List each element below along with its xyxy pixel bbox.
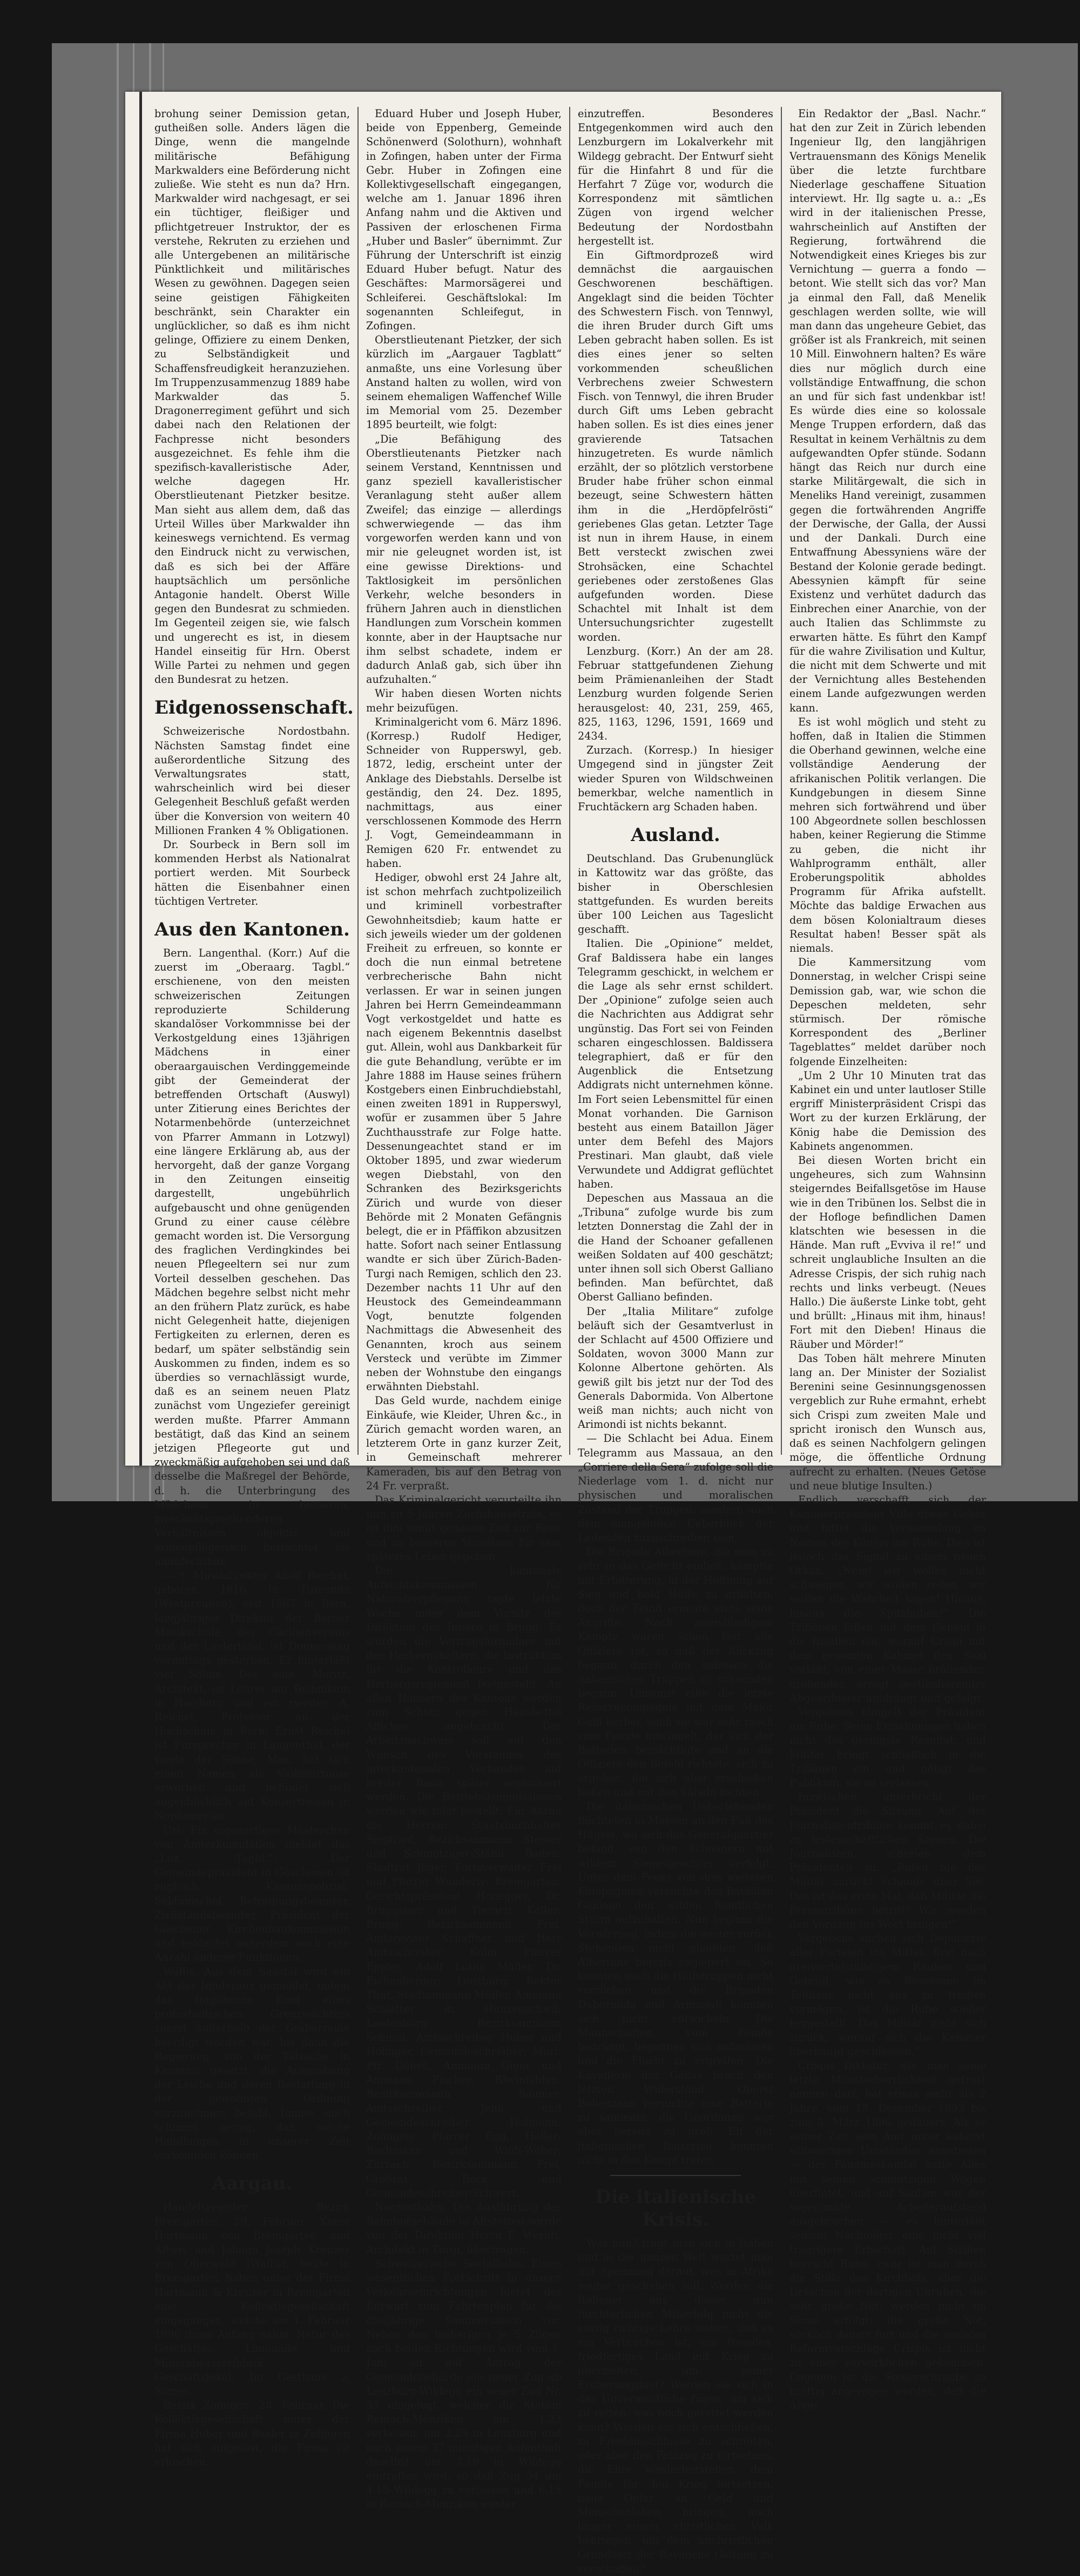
paragraph: Oberstlieutenant Pietzker, der sich kürzlich im „Aargauer Tagblatt“ anmaßte, uns eine Vorlesung über Anstand halten zu wollen, wird von seinem ehemaligen Waffenchef Wille im Memorial vom 25. Dezember 1895 beurteilt, wie folgt: bbox=[366, 334, 562, 431]
section-heading: Die italienische Krisis. bbox=[595, 2186, 756, 2231]
paragraph: Ein Redaktor der „Basl. Nachr.“ hat den zur Zeit in Zürich lebenden Ingenieur Ilg, den langjährigen Vertrauensmann des Königs Menelik über die letzte furchtbare Niederlage geschaffene Situation interviewt. Hr. Ilg sagte u. a.: „Es wird in der italienischen Presse, wahrscheinlich auf Anstiften der Regierung, fortwährend die Notwendigkeit eines Krieges bis zur Vernichtung — guerra a fondo — betont. Wie stellt sich das vor? Man ja einmal den Fall, daß Menelik geschlagen werden sollte, wie will man dann das ungeheure Gebiet, das größer ist als Frankreich, mit seinen 10 Mill. Einwohnern halten? Es wäre dies nur möglich durch eine vollständige Entwaffnung, die schon an und für sich fast undenkbar ist! Es würde dies eine so kolossale Menge Truppen erfordern, daß das Resultat in keinem Verhältnis zu dem aufgewandten Opfer stünde. Sodann hängt das Reich nur durch eine starke Militärgewalt, die sich in Meneliks Hand vereinigt, zusammen gegen die fortwährenden Angriffe der Derwische, der Galla, der Aussi und der Dankali. Durch eine Entwaffnung Abessyniens wäre der Bestand der Kolonie gerade bedingt. Abessynien kämpft für seine Existenz und verhütet dadurch das Einbrechen einer Anarchie, von der auch Italien das Schlimmste zu erwarten hätte. Es führt den Kampf für die wahre Zivilisation und Kultur, die nicht mit dem Schwerte und mit der Vernichtung alles Bestehenden einem Lande aufgezwungen werden kann. bbox=[789, 107, 986, 714]
paragraph: einzutreffen. Besonderes Entgegenkommen wird auch den Lenzburgern im Lokalverkehr mit Wildegg gebracht. Der Entwurf sieht für die Hinfahrt 8 und für die Herfahrt 7 Züge vor, wodurch die Korrespondenz mit sämtlichen Zügen von irgend welcher Bedeutung der Nordostbahn hergestellt ist. bbox=[578, 107, 773, 247]
paragraph: Zurzach. (Korresp.) In hiesiger Umgegend sind in jüngster Zeit wieder Spuren von Wildschweinen bemerkbar, welche namentlich in Fruchtäckern arg Schaden haben. bbox=[578, 744, 773, 813]
paragraph: Das Geld wurde, nachdem einige Einkäufe, wie Kleider, Uhren &c., in Zürich gemacht worden waren, an letzterem Orte in ganz kurzer Zeit, in Gemeinschaft mehrerer Kameraden, bis auf den Betrag von 24 Fr. verpraßt. bbox=[366, 1394, 562, 1492]
paragraph: Bei diesen Worten bricht ein ungeheures, sich zum Wahnsinn steigerndes Beifallsgetöse im Hause wie in den Tribünen los. Selbst die in der Hofloge befindlichen Damen klatschten wie besessen in die Hände. Man ruft „Evviva il re!“ und schreit unglaubliche Insulten an die Adresse Crispis, der sich ruhig nach rechts und links verbeugt. (Neues Hallo.) Die äußerste Linke tobt, geht und brüllt: „Hinaus mit ihm, hinaus! Fort mit den Dieben! Hinaus die Räuber und Mörder!“ bbox=[789, 1154, 986, 1351]
paragraph: — † Musikdirektor Adolf Reichel, geboren 1816 in Turosnitz (Westpreußen), seit 1867 in Bern, langjähriger Direktor der Berner Musikschule, des Cäcilienvereins und der Liedertafel, ist Donnerstag vormittags gestorben. Er hinterläßt vier Söhne. Der eine, Moritz, Architekt, ist Lehrer am Technikum in Hamburg und ein zweiter, A. Reichel, Professor an der Hochschule in Bern; Ernst Reichel ist Fürsprecher in Langenthal, der vierte der Söhne, Max, hat sich einen Namen als Violinvirtuose erworben und befindet sich augenblicklich auf Konzertreisen in Nordamerika. bbox=[154, 1569, 350, 1822]
paragraph: Die italienischen Ueberlebenden flüchteten in Massen an den Fuß des Hügels, wo sich das Generalquartier befand, von den Schoanern mit wildem Siegesgeschrei verfolgt. Unter dem Feuer von drei weiteren Kompagnien versuchte das Bataillon Galliano den wilden feindlichen Sturm aufzuhalten. Nun begann die Verwirrung, indem die weiter zurück Stehenden nicht glaubten, daß Albertone bereits engagiert sei. So konnten auch die Hülfstruppen nicht vorrücken und die Brigaden Dabormida und Arimondi konnten sich nicht entwickeln. Die Mannschaften, vom Feinde bedrängt, begannen sich aufzulösen und die Flucht zu ergreifen. Die Kavallerie der Gallas brach den letzten Widerstand. Oberst Ballenzano versuchte eine Batterie zu sammeln; die Unordnung war aber bereits zu groß. Elf der italienischen Batterien konnten nicht in den Kampf treten. bbox=[578, 1800, 773, 2166]
paragraph: Das Kriminalgericht verurteilte ihn nun zu 5 Jahren Zuchthausstrafe, es ist ihm somit genaune Zeit zur Reue und zu besseren Vorsätzen für sein späteres Leben gegeben. bbox=[366, 1493, 562, 1563]
paragraph: Vergebens suchen sich Deputierte aller Parteien ins Mittel. Erst nach dreiviertelstündigem Rauben und Gebrüll, wie es Besessene im Tollhaus nicht aus zu treiben vermögen, ist die Ruhe wieder hergestellt. Das Militär zieht sich zurück, worauf sich die Kammer überhaupt geschlossen.“ bbox=[789, 1932, 986, 2058]
gutter-rule bbox=[139, 92, 142, 1466]
paragraph: Was nun? fragt man sich in Italien und in der ganzen Welt wartet man mit Spannung darauf, was in Afrika weiter geschehen soll. Werden die Italiener aus dieser nun fürchterlichen Mißerfolg nicht die einzig richtige Lehre ziehen, daß es ein Verbrechen ist, ein fremdes, friedfertiges Land mit Krieg zu überziehen, um seiner Eroberungslust? Werden sie sich in das Unvermeidliche fügen, um sich zu retten, was noch gerettet werden kann? Werden sie sich entschließen, zu Friedensschlusse zu schreiten, oder aber den Feldzug zu fortsetzen, die Ehre wiederherstellen, dem Feinde für den Krieg fortsetzen, neue Opfer an Geld und Menschenleben bringen, noch länger einem christlichen Volk bekriegen, um dem unchristlichen Grundsatz der Revanche Geltung zu verschaffen? bbox=[578, 2237, 773, 2575]
paragraph: Die Brigade Albertone, die man zu sehr in das Gefecht einließ, kämpfte mit Erbitterung, in der Hoffnung auf Sieg und bald Hülfe zu erhalten, doch der Feind erneute stets seine Angriffe. Nach zweistündigem Kampfe waren schon fast alle Offiziere tot, so daß der Rückzug begann, durch den indessen die italienischen Truppen zu schwinden begann. Umsonst eilte die letzte Reservekompagnie mit dem Major Galli herbei, auch sie war sehr rasch vom Feinde umzingelt, der sich der Batterien bemächtigte und an die Offiziere den Befehl richtete, sich zu ergeben, die sich aber erschießen ließen und mit den Säbeln fochten. bbox=[578, 1545, 773, 1799]
section-heading: Eidgenossenschaft. bbox=[154, 697, 354, 719]
section-heading: Aargau. bbox=[212, 2173, 293, 2195]
paragraph: Dr. Sourbeck in Bern soll im kommenden Herbst als Nationalrat portiert werden. Mit Sourbeck hätten die Eisenbahner einen tüchtigen Vertreter. bbox=[154, 838, 350, 907]
paragraph: Bern. Langenthal. (Korr.) Auf die zuerst im „Oberaarg. Tagbl.“ erschienene, von den meisten schweizerischen Zeitungen reproduzierte Schilderung skandalöser Vorkommnisse bei der Verkostgeldung eines 13jährigen Mädchens in einer oberaargauischen Verdinggemeinde gibt der Gemeinderat der betreffenden Ortschaft (Auswyl) unter Zitierung eines Berichtes der Notarmenbehörde (unterzeichnet von Pfarrer Ammann in Lotzwyl) eine längere Erklärung ab, aus der hervorgeht, daß der ganze Vorgang in den Zeitungen einseitig dargestellt, ungebührlich aufgebauscht und ohne genügenden Grund zu einer cause célèbre gemacht worden ist. Die Versorgung des fraglichen Verdingkindes bei neuen Pflegeeltern sei nur zum Vorteil desselben geschehen. Das Mädchen begehre selbst nicht mehr an den frühern Platz zurück, es habe nicht Gelegenheit hatte, diejenigen Fertigkeiten zu erlernen, deren es bedarf, um später selbständig sein Auskommen zu finden, indem es so überdies so vernachlässigt wurde, daß es an seinem neuen Platz zunächst vom Ungeziefer gereinigt werden mußte. Pfarrer Ammann bestätigt, daß das Kind an seinem jetzigen Pflegeorte gut und zweckmäßig aufgehoben sei und daß desselbe die Maßregel der Behörde, d. h. die Unterbringung des Mädchens in besseren, zweckentsprechenderen Verhältnissen objektiv und armenpflegerisch betrachtet als unanfechtbar. bbox=[154, 946, 350, 1568]
paragraph: Wallis. Aus dem Saastal wird ein Akt der Intoleranz gemeldet, indem das totgeborne Kind eines protestantischen Grenzwächters zuerst außerhalb der Gräberreihe beerdigt worden war, bis dann die Regierung, von der Tatsache in Kenntnis gesetzt, die Ausgrabung der Leiche und deren Bestattung in der gewohnten Ordnung vorzunehmen befahl. Immer noch schlimm genug, daß solche Handlungen in unserer Zeit vorkommen können. bbox=[154, 1965, 350, 2162]
paragraph: Endlich verschafft sich der Kammerpräsident Villa etwas Gehör und bittet die Versammlung im Namen des Königs um Ruhe. Dies ist jedoch das Signal zu einem neuen Orkan. „Nein! wir wollen nicht schweigen, wir wollen reden, wir wollen die Wahrheit sagen! Hinaus, hinaus die Spitzbuben!“ Die Tribünen fallen mit dem Geheul in die Insulten ein, worauf Crispi mit dem gesamten Kabinet den Saal verläßt, von einer Masse brüllender, drohender, erregt gestikulierender Abgeordneter umdrängt und gefolgt. bbox=[789, 1493, 986, 1704]
column-2 bbox=[359, 107, 570, 2511]
paragraph: „Um 2 Uhr 10 Minuten trat das Kabinet ein und unter lautloser Stille ergriff Ministerpräsident Crispi das Wort zu der kurzen Erklärung, der König habe die Demission des Kabinets angenommen. bbox=[789, 1069, 986, 1153]
paragraph: Deutschland. Das Grubenunglück in Kattowitz war das größte, das bisher in Oberschlesien stattgefunden. Es wurden bereits über 100 Leichen aus Tageslicht geschafft. bbox=[578, 852, 773, 936]
stack-edge bbox=[117, 43, 119, 1501]
column-1 bbox=[147, 107, 359, 2469]
paragraph: Kriminalgericht vom 6. März 1896. (Korresp.) Rudolf Hediger, Schneider von Rupperswyl, geb. 1872, ledig, erscheint unter der Anklage des Diebstahls. Derselbe ist geständig, den 24. Dez. 1895, nachmittags, aus einer verschlossenen Kommode des Herrn J. Vogt, Gemeindeammann in Remigen 620 Fr. entwendet zu haben. bbox=[366, 715, 562, 870]
paragraph: Schweizerische Nordostbahn. Nächsten Samstag findet eine außerordentliche Sitzung des Verwaltungsrates statt, wahrscheinlich wird bei dieser Gelegenheit Beschluß gefaßt werden über die Konversion von weitern 40 Millionen Franken 4 % Obligationen. bbox=[154, 725, 350, 837]
paragraph: Eduard Huber und Joseph Huber, beide von Eppenberg, Gemeinde Schönenwerd (Solothurn), wohnhaft in Zofingen, haben unter der Firma Gebr. Huber in Zofingen eine Kollektivgesellschaft eingegangen, welche am 1. Januar 1896 ihren Anfang nahm und die Aktiven und Passiven der erloschenen Firma „Huber und Basler“ übernimmt. Zur Führung der Unterschrift ist einzig Eduard Huber befugt. Natur des Geschäftes: Marmorsägerei und Schleiferei. Geschäftslokal: Im sogenannten Schleifegut, in Zofingen. bbox=[366, 107, 562, 333]
paragraph: Das Toben hält mehrere Minuten lang an. Der Minister der Sozialist Berenini seine Gesinnungsgenossen vergeblich zur Ruhe ermahnt, erhebt sich Crispi zum zweiten Male und spricht ironisch den Wunsch aus, daß es seinen Nachfolgern gelingen möge, die öffentliche Ordnung aufrecht zu erhalten. (Neues Getöse und neue blutige Insulten.) bbox=[789, 1352, 986, 1492]
divider bbox=[610, 2175, 741, 2176]
columns bbox=[147, 107, 997, 2575]
paragraph: Lenzburg. (Korr.) An der am 28. Februar stattgefundenen Ziehung beim Prämienanleihen der Stadt Lenzburg wurden folgende Serien herausgelost: 40, 231, 259, 465, 825, 1163, 1296, 1591, 1669 und 2434. bbox=[578, 645, 773, 742]
paragraph: Uri. Ein eigenartiges Müsterchen von Ämterkumulation meldet das „Luz. Tagbl.“: Der Gemeindepräsident in Göschenen ist zugleich Kantonspolizist, Sektionschef, Betreibungsbeamter, Zivilstandsbeamter, Präsident der Göschener Kirchenbaukommission und bekleidet außerdem noch eine Anzahl anderer Funktionen. bbox=[154, 1823, 350, 1964]
column-3 bbox=[570, 107, 782, 2575]
paragraph: Wir haben diesen Worten nichts mehr beizufügen. bbox=[366, 687, 562, 714]
column-4 bbox=[782, 107, 994, 2411]
paragraph: Die kantonale Aufsichtskommission für Naturalverpflegung tagte letzte Woche unter dem Vorsitz der Direktion des Innern in Brugg. Es wurden die Vertragsformulare mit den Herbergshaltern, die Instruktion für die Kontrolleure und das Herbergsreglement festgestellt. An allen Häusern des Kantons werden zum Schutz gegen Hausbettel Affichen angebracht. Der Arbeitsnachweis soll auf den Wunsch des Vorstandes des interkantonalen Verbandes auf breiter Basis später organisiert werden. Die Betriebskommissionen werden wie folgt bestellt: Für Aarau die Herren: Staatsbuchhalter Siegfried, Bezirksammann Steiner und Schmutziger-Stähli; Baden: Stadtrat Jäger, Fortsverwalter Frei und Pfarrer Wunderly; Bremgarten: Gerichtspräsident Honegger, Dr. Bruggisser und Tierarzt Keller; Brugg: Bezirksammann Frei, Amtsrevisor Schaffner und Herr Amtsschreiber; Kulm: Pfarrer Eppler, Adolf Lüthy Müller, Dr. Eichenberger; Lenzburg: Rektor Thut, Stadtammann Müller, Ammann Schlatter in Hunzenschwil; Laufenburg: Bezirksammann Schmid, Amtsschreiber Huber und Holinger, Gemeindeschreiber; Muri: Pfr. Döbeli, Ammann Giger und Ammann Fischer; Rheinfelden: Bezirksammann Baumer, Amtsschreiber Jehli und Gemeindeschreiber Hofmann; Zofingen: Pfarrer Egg, Haller-Bachmann und Wildi-Weber; Zurzach: Bezirksammann Frei, Großrat Beck und Gemeindeschreiber Schwert. bbox=[366, 1564, 562, 2199]
paragraph: Inzwischen unterbricht der Präsident die Sitzung. Auf der Journalistentribüne kommt es dabei zu leidenschaftlichen Szenen. Die Journalisten schreien dem Präsidenten zu: „Rufen Sie das Militär zurück! Schande über Sie! Das ist das erste Mal, daß Militär die Pressetribüne betritt! Wir werden den Vorgang ins Wort bringen!“ bbox=[789, 1791, 986, 1930]
paragraph: Crispis Diktatur, wie man seine letzte Ministerherrlichkeit getrost nennen darf, hat etwas mehr als 2 Jahre, vom 15. Dezember 1893 bis zum 5. März 1896 gedauert. Als er seiner Zeit sein Amt unter äußerst schwierigen Umständen angetreten — der Panamaskandal hatte Alles mit seinen schmutzigen Wogen überflutet, und auf Sizilien war der sogenannte Arbeiteraufstand ausgebrochen — es hinterläßt seinem Nachfolger eine nicht viel traurigere Erbschaft. Auf Sizilien herrscht Ruhe, zwar ist man durch die Stille des Kirchhofs, aber die Ursachen der dortigen Unruhen, die sehr große Not, werden nicht im Sinne erfolgt; die große Not, wirklich dauert fort und die sozialen Reformvorschläge Crispis ist nicht zu einer verwirklichen gekommen. Dagegen ist die Steuerschraube so kräftig angezogen worden, daß die Abge- bbox=[789, 2059, 986, 2411]
paragraph: „Die Befähigung des Oberstlieutenants Pietzker nach seinem Verstand, Kenntnissen und ganz speziell kavalleristischer Veranlagung steht außer allem Zweifel; das einzige — allerdings schwerwiegende — das ihm vorgeworfen werden kann und von mir nie geleugnet worden ist, ist eine gewisse Direktions- und Taktlosigkeit im persönlichen Verkehr, welche besonders in frühern Jahren auch in dienstlichen Handlungen zum Vorschein kommen konnte, aber in der Hauptsache nur ihm selbst schadete, indem er dadurch Anlaß gab, sich über ihn aufzuhalten.“ bbox=[366, 432, 562, 686]
paragraph: Ein Giftmordprozeß wird demnächst die aargauischen Geschworenen beschäftigen. Angeklagt sind die beiden Töchter des Schwestern Fisch. von Tennwyl, die ihren Bruder durch Gift ums Leben gebracht haben sollen. Es ist dies eines jener so selten vorkommenden scheußlichen Verbrechens zweier Schwestern Fisch. von Tennwyl, die ihren Bruder durch Gift ums Leben gebracht haben sollen. Es ist dies eines jener gravierende Tatsachen hinzugetreten. Es wurde nämlich erzählt, der so plötzlich verstorbene Bruder habe früher schon einmal bezeugt, seine Schwestern hätten ihm in die „Herdöpfelrösti“ geriebenes Glas getan. Letzter Tage ist nun in ihrem Hause, in einem Bett versteckt zwischen zwei Strohsäcken, eine Schachtel geriebenes oder zerstoßenes Glas aufgefunden worden. Diese Schachtel mit Inhalt ist dem Untersuchungsrichter zugestellt worden. bbox=[578, 249, 773, 643]
paragraph: Der „Italia Militare“ zufolge beläuft sich der Gesamtverlust in der Schlacht auf 4500 Offiziere und Soldaten, wovon 3000 Mann zur Kolonne Albertone gehörten. Als gewiß gilt bis jetzt nur der Tod des Generals Dabormida. Von Albertone weiß man nichts; auch nicht von Arimondi ist nichts bekannt. bbox=[578, 1305, 773, 1431]
section-heading: Ausland. bbox=[631, 824, 720, 846]
paragraph: Es ist wohl möglich und steht zu hoffen, daß in Italien die Stimmen die Oberhand gewinnen, welche eine vollständige Aenderung der afrikanischen Politik verlangen. Die Kundgebungen in diesem Sinne mehren sich fortwährend und über 100 Abgeordnete sollen beschlossen haben, keiner Regierung die Stimme zu geben, die nicht ihr Wahlprogramm enthält, aller Eroberungspolitik abholdes Programm für Afrika aufstellt. Möchte das baldige Erwachen aus dem bösen Kolonialtraum dieses Resultat haben! Besser spät als niemals. bbox=[789, 715, 986, 954]
newspaper-page bbox=[125, 92, 1001, 2575]
paragraph: Hediger, obwohl erst 24 Jahre alt, ist schon mehrfach zuchtpolizeilich und kriminell vorbestrafter Gewohnheitsdieb; kaum hatte er sich jeweils wieder um der goldenen Freiheit zu erfreuen, so konnte er doch die nun einmal betretene verbrecherische Bahn nicht verlassen. Er war in seinen jungen Jahren bei Herrn Gemeindeammann Vogt verkostgeldet und hatte es nach eigenem Bekenntnis daselbst gut. Allein, wohl aus Dankbarkeit für die gute Behandlung, verübte er im Jahre 1888 im Hause seines frühern Kostgebers einen Einbruchdiebstahl, einen zweiten 1891 in Rupperswyl, wofür er zusammen über 5 Jahre Zuchthausstrafe zur Folge hatte. Dessenungeachtet stand er im Oktober 1895, und zwar wiederum wegen Diebstahl, von den Schranken des Bezirksgerichts Zürich und wurde von dieser Behörde mit 2 Monaten Gefängnis belegt, die er in Pfäffikon abzusitzen hatte. Sofort nach seiner Entlassung wandte er sich über Zürich-Baden-Turgi nach Remigen, schlich den 23. Dezember nachts 11 Uhr auf den Heustock des Gemeindeammann Vogt, benutzte folgenden Nachmittags die Abwesenheit des Genannten, kroch aus seinem Versteck und verübte im Zimmer neben der Wohnstube den eingangs erwähnten Diebstahl. bbox=[366, 871, 562, 1393]
paragraph: brohung seiner Demission getan, gutheißen solle. Anders lägen die Dinge, wenn die mangelnde militärische Befähigung Markwalders eine Beförderung nicht zuließe. Wie steht es nun da? Hrn. Markwalder wird nachgesagt, er sei ein tüchtiger, fleißiger und pflichtgetreuer Instruktor, der es verstehe, Rekruten zu erziehen und alle Untergebenen an militärische Pünktlichkeit und militärisches Wesen zu gewöhnen. Dagegen seien seine geistigen Fähigkeiten beschränkt, sein Charakter ein unglücklicher, so daß es ihm nicht gelinge, Offiziere zu einem Denken, zu Selbständigkeit und Schaffensfreudigkeit heranzuziehen. Im Truppenzusammenzug 1889 habe Markwalder das 5. Dragonerregiment geführt und sich dabei nach den Relationen der Fachpresse nicht besonders ausgezeichnet. Es fehle ihm die spezifisch-kavalleristische Ader, welche dagegen Hr. Oberstlieutenant Pietzker besitze. Man sieht aus allem dem, daß das Urteil Willes über Markwalder ihn keineswegs vernichtend. Es vermag den Eindruck nicht zu verwischen, daß es sich bei der Affäre hauptsächlich um persönliche Antagonie handelt. Oberst Wille gegen den Bundesrat zu schmieden. Im Gegenteil zeigen sie, wie falsch und ungerecht es ist, in diesem Handel einseitig für Hrn. Oberst Wille Partei zu nehmen und gegen den Bundesrat zu hetzen. bbox=[154, 107, 350, 686]
paragraph: Bezirk Zofingen. 28. Februar. Die Kollektivgesellschaft unter der Firma Huber und Basler in Zofingen hat sich aufgelöst, die Firma ist erloschen. bbox=[154, 2399, 350, 2469]
paragraph: Italien. Die „Opinione“ meldet, Graf Baldissera habe ein langes Telegramm geschickt, in welchem er die Lage als sehr ernst schildert. Der „Opinione“ zufolge seien auch die Nachrichten aus Addigrat sehr ungünstig. Das Fort sei von Feinden scharen eingeschlossen. Baldissera telegraphiert, daß er für den Augenblick die Entsetzung Addigrats nicht unternehmen könne. Im Fort seien Lebensmittel für einen Monat vorhanden. Die Garnison besteht aus einem Bataillon Jäger unter dem Befehl des Majors Prestinari. Man glaubt, daß viele Verwundete und Addigrat geflüchtet haben. bbox=[578, 937, 773, 1190]
paragraph: Depeschen aus Massaua an die „Tribuna“ zufolge wurde bis zum letzten Donnerstag die Zahl der in die Hand der Schoaner gefallenen weißen Soldaten auf 400 geschätzt; unter ihnen soll sich Oberst Galliano befinden. Man befürchtet, daß Oberst Galliano befinden. bbox=[578, 1192, 773, 1304]
paragraph: Schweizerische Seetalbahn. Einen wesentlichen Fortschritt in unsern Verkehrseinrichtungen bietet der Entwurf zum Fahrtenplan für die diesjährige Sommersaison vor. Neben den bisherigen je 5 Zügen nach beiden Richtungen wird vom 1. Juni an auf Antrag der Gemeindebehörde ein neuer Zug ab Lenzburg-Wildegg ein neuer Zug Nr. 53 eingelegt, welcher die Station Reinach-Menziken um 1.23 verlassen, um 2.25 in Lenzburg und nach einem 37 minutigen Aufenthalt daselbst um 3.19 in Wildegg eintreffen wird, so daß Zug 54 um 4.15 Wildegg zu verlassen und 6.15 in Reinach-Menziken wieder bbox=[366, 2257, 562, 2511]
paragraph: — Die Schlacht bei Adua. Einem Telegramm aus Massaua, an den „Corriere della Sera“ zufolge soll die Niederlage vom 1. d. nicht nur physischen und moralischen Zustand der Truppen, sondern auch dem mangelnden Ueberblick der Leitenden zuzuschreiben sein. bbox=[578, 1432, 773, 1544]
section-heading: Aus den Kantonen. bbox=[154, 918, 350, 940]
paragraph: Handelsregister. Bezirk Bremgarten. 29. Februar. Xaver Hartmann von Bremgarten und Altwis und Johann Joseph Kreuzer von Oberwald (Wallis), beide in Bremgarten, haben unter der Firma Hartmann & Kreuzer in Bremgarten eine Kollektivgesellschaft eingegangen, welche am 1. Februar 1896 ihren Anfang nahm. Natur des Geschäftes: Limonade- und Mineralwasserfabrik. Geschäftslokal: Im Gasthaus z. Sonne. bbox=[154, 2201, 350, 2398]
paragraph: Vergebens klingelt der Präsident um Ruhe. Seine Ermahnungen haben nicht das geringste Resultat, und Militär bringt schließlich in die Tribünen ein und nötigt das Publikum, sie zu verlassen. bbox=[789, 1705, 986, 1789]
paragraph: Die Kammersitzung vom Donnerstag, in welcher Crispi seine Demission gab, war, wie schon die Depeschen meldeten, sehr stürmisch. Der römische Korrespondent des „Berliner Tageblattes“ meldet darüber noch folgende Einzelheiten: bbox=[789, 956, 986, 1068]
paragraph: Nordostbahn. Die Ausführung der Bahnhofgebäude in Altstetten wurde von der Direktion Herrn F. Wernly, Architekt in Turgi, übertragen. bbox=[366, 2201, 562, 2256]
